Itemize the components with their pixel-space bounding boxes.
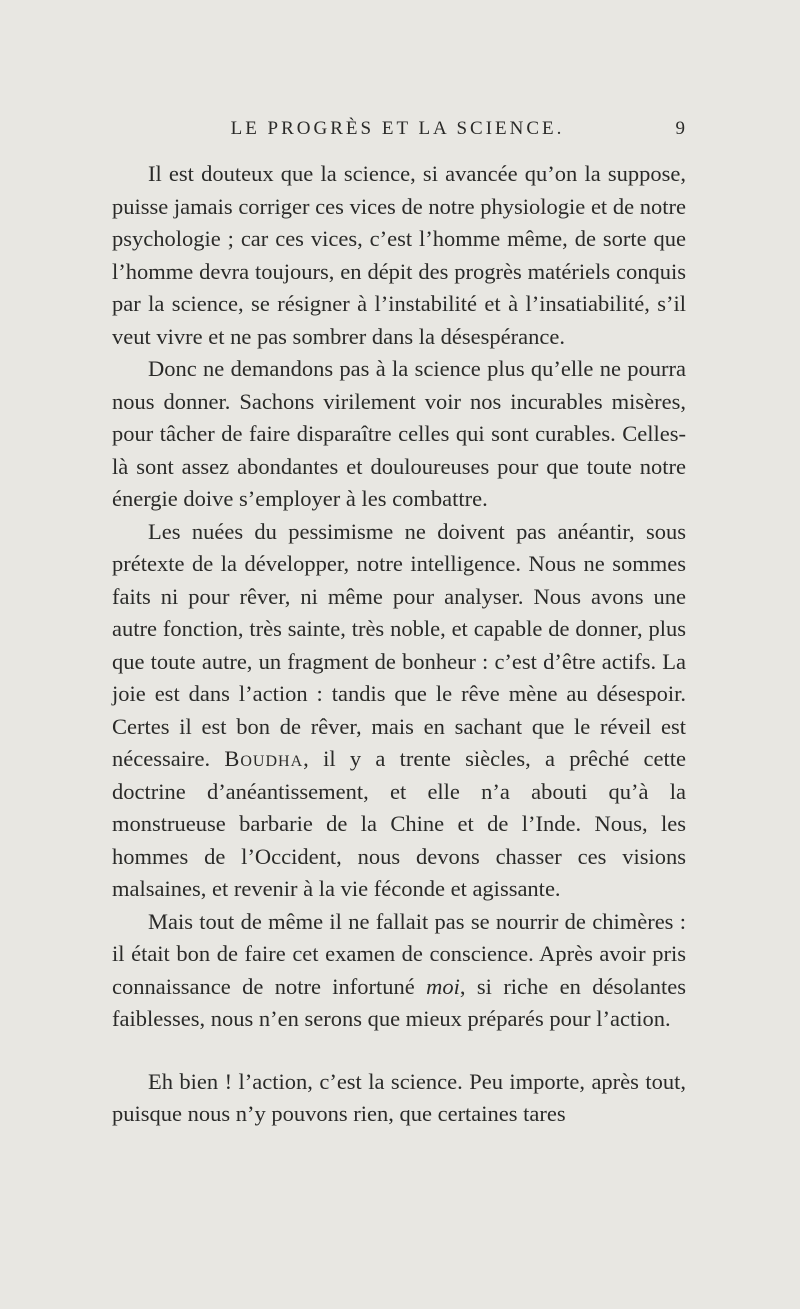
paragraph-5-text: Eh bien ! l’action, c’est la science. Peu importe, après tout, puisque nous n’y pouvons rien, que certaines tares bbox=[112, 1068, 686, 1126]
body-text bbox=[112, 158, 686, 1131]
running-head: LE PROGRÈS ET LA SCIENCE. bbox=[230, 118, 565, 139]
paragraph-1-text: Il est douteux que la science, si avancée qu’on la suppose, puisse jamais corriger ces vices de notre physiologie et de notre psychologie ; car ces vices, c’est l’homme même, de sorte que l’homme devra toujours, en dépit des progrès matériels conquis par la science, se résigner à l’instabilité et à l’insatiabilité, s’il veut vivre et ne pas sombrer dans la désespérance. bbox=[112, 161, 686, 349]
paragraph-3 bbox=[112, 516, 686, 906]
page-header bbox=[110, 118, 685, 148]
paragraph-4 bbox=[112, 906, 686, 1036]
paragraph-2 bbox=[112, 353, 686, 516]
paragraph-3-text-continued: , il y a trente siècles, a prêché cette doctrine d’anéantissement, et elle n’a abouti qu’à la monstrueuse barbarie de la Chine et de l’Inde. Nous, les hommes de l’Occident, nous devons chasser ces visions malsaines, et revenir à la vie féconde et agissante. bbox=[112, 746, 687, 901]
paragraph-3-text: Les nuées du pessimisme ne doivent pas anéantir, sous prétexte de la développer, notre intelligence. Nous ne sommes faits ni pour rêver, ni même pour analyser. Nous avons une autre fonction, très sainte, très noble, et capable de donner, plus que toute autre, un fragment de bonheur : c’est d’être actifs. La joie est dans l’action : tandis que le rêve mène au désespoir. Certes il est bon de rêver, mais en sachant que le réveil est nécessaire. bbox=[112, 518, 686, 771]
italic-moi: moi bbox=[426, 973, 460, 999]
paragraph-1 bbox=[112, 158, 686, 353]
paragraph-2-text: Donc ne demandons pas à la science plus qu’elle ne pourra nous donner. Sachons virilement voir nos incurables misères, pour tâcher de faire disparaître celles qui sont curables. Celles-là sont assez abondantes et douloureuses pour que toute notre énergie doive s’employer à les combattre. bbox=[112, 356, 686, 511]
paragraph-5 bbox=[112, 1066, 686, 1131]
proper-name-boudha: Boudha bbox=[224, 746, 304, 771]
paragraph-4-text: Mais tout de même il ne fallait pas se nourrir de chimères : il était bon de faire cet examen de conscience. Après avoir pris connaissance de notre infortuné bbox=[112, 908, 686, 999]
page-number: 9 bbox=[675, 118, 685, 139]
paragraph-4-text-continued: , si riche en désolantes faiblesses, nous n’en serons que mieux préparés pour l’action. bbox=[112, 973, 687, 1031]
